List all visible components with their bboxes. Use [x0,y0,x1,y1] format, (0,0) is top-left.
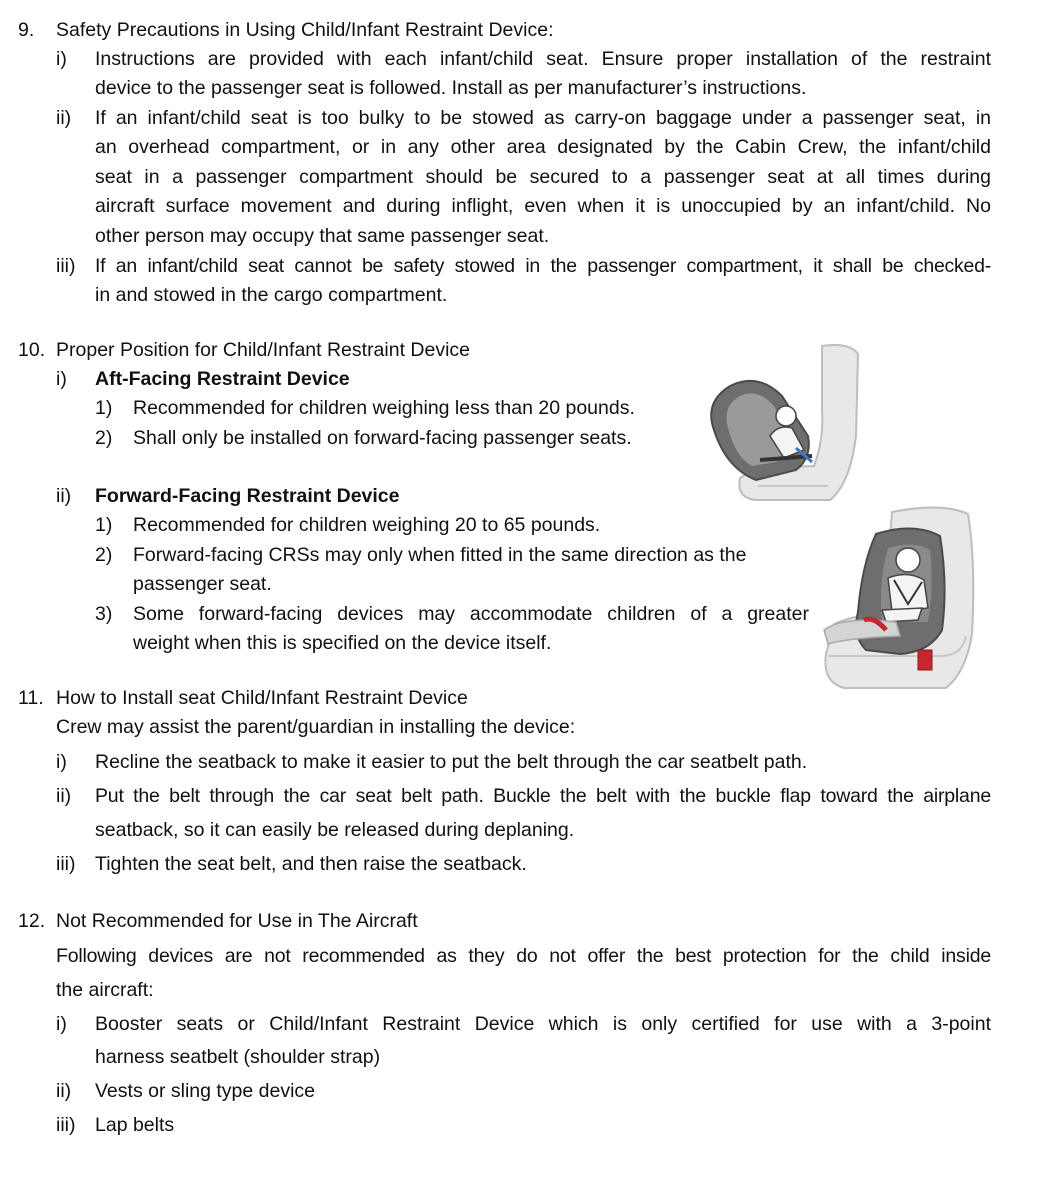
section-number: 10. [18,339,46,361]
item-marker: 2) [95,544,113,566]
item-text: seatback, so it can easily be released during deplaning. [95,819,575,841]
item-marker: ii) [56,785,72,807]
section-intro: the aircraft: [56,979,154,1001]
section-number: 9. [18,19,35,41]
item-text: Shall only be installed on forward-facing passenger seats. [133,427,632,449]
section-intro: Following devices are not recommended as they do not offer the best protection for the child inside [56,945,991,967]
item-text: If an infant/child seat is too bulky to be stowed as carry-on baggage under a passenger seat, in [95,107,991,129]
item-text: other person may occupy that same passenger seat. [95,225,550,247]
item-text: Recline the seatback to make it easier to put the belt through the car seatbelt path. [95,751,808,773]
item-text: passenger seat. [133,573,272,595]
item-marker: i) [56,751,67,773]
item-marker: i) [56,48,67,70]
item-text: Some forward-facing devices may accommodate children of a greater [133,603,809,625]
section-title: Proper Position for Child/Infant Restraint Device [56,339,471,361]
subsection-marker: i) [56,368,67,390]
forward-facing-car-seat-illustration [822,504,982,690]
item-marker: 1) [95,514,113,536]
item-marker: 1) [95,397,113,419]
item-text: seat in a passenger compartment should be secured to a passenger seat at all times during [95,166,991,188]
item-marker: ii) [56,107,72,129]
item-text: aircraft surface movement and during inflight, even when it is unoccupied by an infant/child. No [95,195,991,217]
item-marker: i) [56,1013,67,1035]
section-title: How to Install seat Child/Infant Restraint Device [56,687,468,709]
item-marker: iii) [56,255,76,277]
item-marker: 2) [95,427,113,449]
section-title: Not Recommended for Use in The Aircraft [56,910,418,932]
item-text: Recommended for children weighing less than 20 pounds. [133,397,635,419]
item-text: an overhead compartment, or in any other area designated by the Cabin Crew, the infant/child [95,136,991,158]
item-text: Booster seats or Child/Infant Restraint Device which is only certified for use with a 3-point [95,1013,991,1035]
item-marker: iii) [56,853,76,875]
item-text: weight when this is specified on the device itself. [133,632,552,654]
section-number: 11. [18,687,44,709]
aft-facing-car-seat-illustration [700,340,870,508]
item-text: Recommended for children weighing 20 to 65 pounds. [133,514,601,536]
subsection-marker: ii) [56,485,72,507]
item-text: in and stowed in the cargo compartment. [95,284,448,306]
item-text: Instructions are provided with each infant/child seat. Ensure proper installation of the restraint [95,48,991,70]
section-title: Safety Precautions in Using Child/Infant Restraint Device: [56,19,554,41]
item-text: device to the passenger seat is followed. Install as per manufacturer’s instructions. [95,77,807,99]
subsection-heading: Forward-Facing Restraint Device [95,485,400,507]
subsection-heading: Aft-Facing Restraint Device [95,368,350,390]
item-text: Vests or sling type device [95,1080,316,1102]
item-marker: iii) [56,1114,76,1136]
item-marker: 3) [95,603,113,625]
item-text: Put the belt through the car seat belt path. Buckle the belt with the buckle flap toward the airplane [95,785,991,807]
section-intro: Crew may assist the parent/guardian in installing the device: [56,716,576,738]
item-text: Lap belts [95,1114,175,1136]
item-text: Tighten the seat belt, and then raise the seatback. [95,853,527,875]
item-text: Forward-facing CRSs may only when fitted in the same direction as the [133,544,747,566]
item-marker: ii) [56,1080,72,1102]
item-text: If an infant/child seat cannot be safety stowed in the passenger compartment, it shall be checked- [95,255,991,277]
section-number: 12. [18,910,46,932]
item-text: harness seatbelt (shoulder strap) [95,1046,381,1068]
